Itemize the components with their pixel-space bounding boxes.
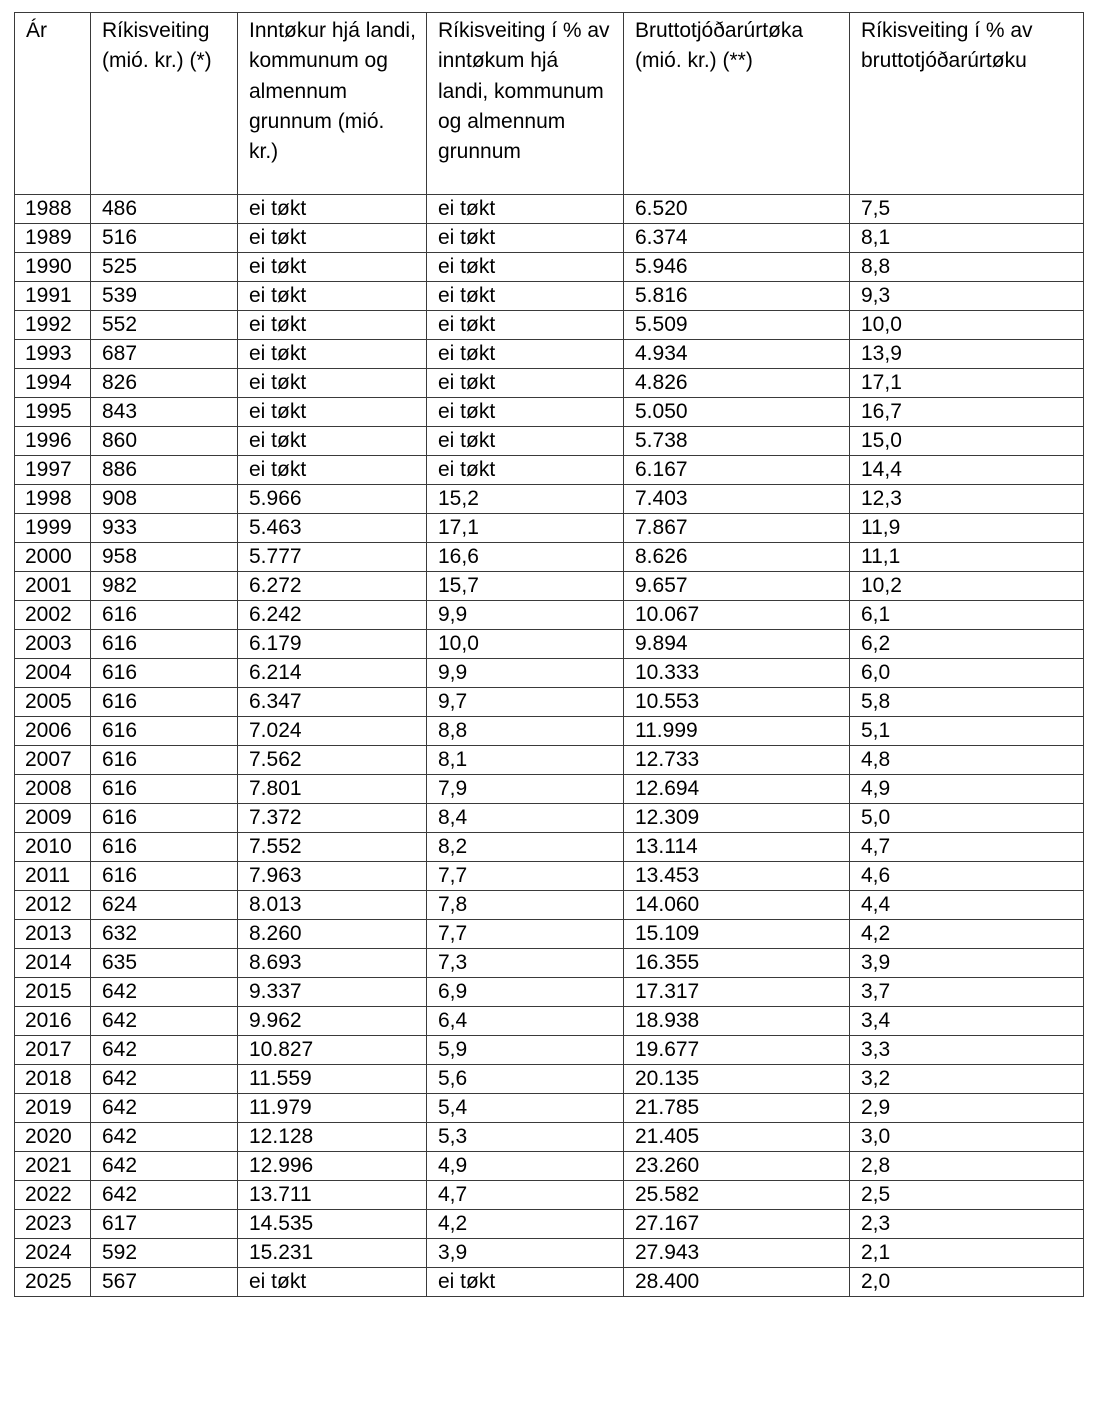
cell-year: 2024 [15,1239,91,1268]
cell-grant-pct-gdp: 2,9 [850,1094,1084,1123]
cell-grant-pct-gdp: 6,1 [850,601,1084,630]
cell-public-revenue: 8.693 [238,949,427,978]
cell-grant-pct-gdp: 10,2 [850,572,1084,601]
cell-grant-pct-revenue: 9,9 [427,659,624,688]
cell-public-revenue: ei tøkt [238,369,427,398]
cell-year: 2010 [15,833,91,862]
cell-grant-pct-revenue: 6,9 [427,978,624,1007]
cell-gdp: 13.114 [624,833,850,862]
cell-grant-pct-gdp: 13,9 [850,340,1084,369]
cell-year: 2001 [15,572,91,601]
cell-year: 2003 [15,630,91,659]
cell-year: 2022 [15,1181,91,1210]
cell-gdp: 15.109 [624,920,850,949]
cell-year: 1991 [15,282,91,311]
cell-state-grant: 826 [91,369,238,398]
cell-grant-pct-revenue: 4,9 [427,1152,624,1181]
cell-year: 2011 [15,862,91,891]
table-row [15,630,1084,659]
cell-grant-pct-revenue: ei tøkt [427,340,624,369]
cell-gdp: 21.785 [624,1094,850,1123]
cell-state-grant: 642 [91,978,238,1007]
table-row [15,804,1084,833]
cell-grant-pct-gdp: 8,1 [850,224,1084,253]
cell-state-grant: 908 [91,485,238,514]
table-row [15,688,1084,717]
cell-public-revenue: 7.024 [238,717,427,746]
cell-grant-pct-revenue: 7,9 [427,775,624,804]
cell-gdp: 19.677 [624,1036,850,1065]
table-row [15,543,1084,572]
cell-grant-pct-gdp: 16,7 [850,398,1084,427]
cell-grant-pct-revenue: 8,2 [427,833,624,862]
table-row [15,1007,1084,1036]
cell-grant-pct-gdp: 3,0 [850,1123,1084,1152]
cell-grant-pct-revenue: 4,2 [427,1210,624,1239]
cell-state-grant: 616 [91,659,238,688]
cell-state-grant: 616 [91,775,238,804]
cell-gdp: 4.826 [624,369,850,398]
cell-grant-pct-gdp: 2,1 [850,1239,1084,1268]
header-public-revenue: Inntøkur hjá landi, kommunum og almennum grunnum (mió. kr.) [238,13,427,195]
cell-gdp: 21.405 [624,1123,850,1152]
cell-public-revenue: 14.535 [238,1210,427,1239]
cell-year: 2021 [15,1152,91,1181]
cell-grant-pct-gdp: 4,4 [850,891,1084,920]
cell-state-grant: 642 [91,1181,238,1210]
cell-gdp: 9.657 [624,572,850,601]
cell-year: 2007 [15,746,91,775]
cell-grant-pct-gdp: 7,5 [850,195,1084,224]
cell-year: 1992 [15,311,91,340]
table-body [15,195,1084,1297]
cell-year: 1997 [15,456,91,485]
cell-gdp: 10.067 [624,601,850,630]
cell-public-revenue: 15.231 [238,1239,427,1268]
cell-gdp: 5.509 [624,311,850,340]
cell-state-grant: 617 [91,1210,238,1239]
cell-grant-pct-revenue: ei tøkt [427,1268,624,1297]
table-header [15,13,1084,195]
cell-grant-pct-revenue: 15,2 [427,485,624,514]
cell-state-grant: 635 [91,949,238,978]
cell-grant-pct-gdp: 17,1 [850,369,1084,398]
cell-grant-pct-revenue: ei tøkt [427,195,624,224]
cell-gdp: 7.403 [624,485,850,514]
cell-public-revenue: ei tøkt [238,427,427,456]
cell-grant-pct-revenue: ei tøkt [427,427,624,456]
cell-public-revenue: ei tøkt [238,195,427,224]
cell-grant-pct-gdp: 6,0 [850,659,1084,688]
table-row [15,1036,1084,1065]
cell-state-grant: 886 [91,456,238,485]
cell-grant-pct-gdp: 6,2 [850,630,1084,659]
cell-public-revenue: 12.996 [238,1152,427,1181]
cell-grant-pct-revenue: 17,1 [427,514,624,543]
cell-year: 1998 [15,485,91,514]
cell-public-revenue: 5.463 [238,514,427,543]
cell-public-revenue: 9.337 [238,978,427,1007]
cell-public-revenue: 5.966 [238,485,427,514]
cell-state-grant: 525 [91,253,238,282]
cell-grant-pct-gdp: 4,8 [850,746,1084,775]
cell-grant-pct-gdp: 5,0 [850,804,1084,833]
cell-grant-pct-revenue: 5,3 [427,1123,624,1152]
statistics-table [14,12,1084,1297]
cell-grant-pct-revenue: 6,4 [427,1007,624,1036]
cell-state-grant: 843 [91,398,238,427]
cell-year: 2009 [15,804,91,833]
table-row [15,485,1084,514]
cell-public-revenue: 10.827 [238,1036,427,1065]
cell-grant-pct-revenue: 15,7 [427,572,624,601]
cell-grant-pct-revenue: 7,8 [427,891,624,920]
cell-gdp: 12.309 [624,804,850,833]
cell-grant-pct-revenue: 5,6 [427,1065,624,1094]
cell-gdp: 6.520 [624,195,850,224]
cell-grant-pct-revenue: 9,7 [427,688,624,717]
cell-year: 2006 [15,717,91,746]
cell-grant-pct-revenue: 8,8 [427,717,624,746]
cell-grant-pct-gdp: 3,2 [850,1065,1084,1094]
cell-grant-pct-gdp: 14,4 [850,456,1084,485]
cell-gdp: 12.694 [624,775,850,804]
cell-grant-pct-revenue: 5,4 [427,1094,624,1123]
cell-year: 1988 [15,195,91,224]
cell-public-revenue: 6.272 [238,572,427,601]
cell-year: 1990 [15,253,91,282]
cell-year: 2020 [15,1123,91,1152]
table-row [15,1123,1084,1152]
cell-public-revenue: 7.372 [238,804,427,833]
cell-gdp: 13.453 [624,862,850,891]
cell-gdp: 12.733 [624,746,850,775]
cell-grant-pct-revenue: 8,1 [427,746,624,775]
cell-grant-pct-revenue: ei tøkt [427,311,624,340]
cell-public-revenue: 7.552 [238,833,427,862]
cell-gdp: 23.260 [624,1152,850,1181]
cell-grant-pct-revenue: 7,7 [427,862,624,891]
cell-state-grant: 567 [91,1268,238,1297]
table-row [15,1268,1084,1297]
table-row [15,1094,1084,1123]
cell-state-grant: 616 [91,804,238,833]
cell-gdp: 28.400 [624,1268,850,1297]
cell-grant-pct-revenue: 9,9 [427,601,624,630]
cell-year: 2016 [15,1007,91,1036]
cell-year: 1994 [15,369,91,398]
cell-grant-pct-gdp: 11,9 [850,514,1084,543]
cell-state-grant: 539 [91,282,238,311]
cell-gdp: 5.816 [624,282,850,311]
table-row [15,717,1084,746]
cell-state-grant: 552 [91,311,238,340]
cell-gdp: 7.867 [624,514,850,543]
cell-state-grant: 958 [91,543,238,572]
header-grant-pct-revenue: Ríkisveiting í % av inntøkum hjá landi, kommunum og almennum grunnum [427,13,624,195]
cell-state-grant: 616 [91,862,238,891]
cell-grant-pct-revenue: 8,4 [427,804,624,833]
cell-gdp: 14.060 [624,891,850,920]
cell-state-grant: 616 [91,630,238,659]
cell-grant-pct-gdp: 2,3 [850,1210,1084,1239]
cell-grant-pct-revenue: ei tøkt [427,224,624,253]
cell-public-revenue: 7.963 [238,862,427,891]
cell-grant-pct-gdp: 2,5 [850,1181,1084,1210]
table-row [15,1181,1084,1210]
header-row [15,13,1084,195]
table-row [15,456,1084,485]
cell-state-grant: 486 [91,195,238,224]
cell-state-grant: 616 [91,717,238,746]
cell-public-revenue: 12.128 [238,1123,427,1152]
cell-grant-pct-gdp: 15,0 [850,427,1084,456]
cell-year: 2013 [15,920,91,949]
table-row [15,978,1084,1007]
cell-state-grant: 642 [91,1007,238,1036]
cell-grant-pct-gdp: 4,7 [850,833,1084,862]
cell-grant-pct-gdp: 3,9 [850,949,1084,978]
cell-state-grant: 687 [91,340,238,369]
cell-year: 1993 [15,340,91,369]
table-row [15,514,1084,543]
cell-grant-pct-gdp: 4,2 [850,920,1084,949]
cell-state-grant: 516 [91,224,238,253]
cell-gdp: 8.626 [624,543,850,572]
table-row [15,311,1084,340]
cell-gdp: 11.999 [624,717,850,746]
cell-public-revenue: ei tøkt [238,456,427,485]
cell-public-revenue: 7.801 [238,775,427,804]
cell-public-revenue: 11.559 [238,1065,427,1094]
table-row [15,601,1084,630]
cell-year: 2002 [15,601,91,630]
header-grant-pct-gdp: Ríkisveiting í % av bruttotjóðarúrtøku [850,13,1084,195]
cell-grant-pct-revenue: 7,3 [427,949,624,978]
cell-state-grant: 632 [91,920,238,949]
cell-grant-pct-gdp: 5,8 [850,688,1084,717]
table-row [15,775,1084,804]
cell-year: 2025 [15,1268,91,1297]
cell-grant-pct-gdp: 4,6 [850,862,1084,891]
cell-state-grant: 592 [91,1239,238,1268]
cell-state-grant: 616 [91,833,238,862]
cell-year: 2012 [15,891,91,920]
cell-public-revenue: ei tøkt [238,224,427,253]
cell-gdp: 6.167 [624,456,850,485]
cell-public-revenue: ei tøkt [238,253,427,282]
cell-gdp: 27.943 [624,1239,850,1268]
table-row [15,862,1084,891]
cell-grant-pct-gdp: 3,7 [850,978,1084,1007]
cell-state-grant: 642 [91,1123,238,1152]
table-row [15,253,1084,282]
header-year: Ár [15,13,91,195]
cell-grant-pct-revenue: 10,0 [427,630,624,659]
table-row [15,891,1084,920]
cell-state-grant: 616 [91,688,238,717]
cell-year: 2014 [15,949,91,978]
cell-grant-pct-revenue: ei tøkt [427,282,624,311]
cell-public-revenue: 5.777 [238,543,427,572]
cell-year: 2015 [15,978,91,1007]
cell-gdp: 16.355 [624,949,850,978]
table-row [15,427,1084,456]
cell-public-revenue: ei tøkt [238,340,427,369]
cell-gdp: 10.333 [624,659,850,688]
cell-year: 1989 [15,224,91,253]
cell-public-revenue: ei tøkt [238,1268,427,1297]
table-row [15,340,1084,369]
cell-grant-pct-gdp: 2,8 [850,1152,1084,1181]
cell-year: 2004 [15,659,91,688]
cell-public-revenue: 8.260 [238,920,427,949]
cell-grant-pct-gdp: 3,3 [850,1036,1084,1065]
cell-gdp: 9.894 [624,630,850,659]
header-gdp: Bruttotjóðarúrtøka (mió. kr.) (**) [624,13,850,195]
cell-year: 2018 [15,1065,91,1094]
table-row [15,920,1084,949]
cell-gdp: 5.738 [624,427,850,456]
cell-grant-pct-revenue: 4,7 [427,1181,624,1210]
cell-gdp: 27.167 [624,1210,850,1239]
cell-gdp: 5.050 [624,398,850,427]
table-row [15,224,1084,253]
cell-state-grant: 933 [91,514,238,543]
cell-grant-pct-gdp: 3,4 [850,1007,1084,1036]
cell-year: 1999 [15,514,91,543]
table-row [15,746,1084,775]
cell-grant-pct-gdp: 11,1 [850,543,1084,572]
table-row [15,369,1084,398]
cell-year: 2000 [15,543,91,572]
cell-state-grant: 642 [91,1065,238,1094]
cell-public-revenue: 13.711 [238,1181,427,1210]
table-row [15,949,1084,978]
cell-year: 1996 [15,427,91,456]
cell-gdp: 17.317 [624,978,850,1007]
cell-public-revenue: ei tøkt [238,398,427,427]
cell-gdp: 18.938 [624,1007,850,1036]
cell-year: 2023 [15,1210,91,1239]
table-row [15,659,1084,688]
cell-grant-pct-revenue: ei tøkt [427,253,624,282]
cell-grant-pct-revenue: 5,9 [427,1036,624,1065]
cell-grant-pct-gdp: 8,8 [850,253,1084,282]
cell-state-grant: 616 [91,746,238,775]
cell-grant-pct-gdp: 4,9 [850,775,1084,804]
cell-year: 2005 [15,688,91,717]
cell-state-grant: 616 [91,601,238,630]
cell-grant-pct-gdp: 5,1 [850,717,1084,746]
cell-public-revenue: 6.242 [238,601,427,630]
cell-grant-pct-gdp: 2,0 [850,1268,1084,1297]
cell-state-grant: 642 [91,1152,238,1181]
header-state-grant: Ríkisveiting (mió. kr.) (*) [91,13,238,195]
table-row [15,1152,1084,1181]
table-row [15,1065,1084,1094]
table-row [15,195,1084,224]
cell-year: 2008 [15,775,91,804]
cell-grant-pct-revenue: ei tøkt [427,456,624,485]
cell-grant-pct-gdp: 12,3 [850,485,1084,514]
cell-state-grant: 982 [91,572,238,601]
cell-state-grant: 642 [91,1094,238,1123]
cell-gdp: 5.946 [624,253,850,282]
cell-public-revenue: 6.214 [238,659,427,688]
cell-gdp: 20.135 [624,1065,850,1094]
table-row [15,398,1084,427]
cell-state-grant: 642 [91,1036,238,1065]
cell-public-revenue: ei tøkt [238,311,427,340]
cell-grant-pct-revenue: ei tøkt [427,398,624,427]
cell-state-grant: 860 [91,427,238,456]
cell-public-revenue: 8.013 [238,891,427,920]
table-row [15,572,1084,601]
cell-grant-pct-revenue: ei tøkt [427,369,624,398]
table-row [15,282,1084,311]
cell-grant-pct-gdp: 10,0 [850,311,1084,340]
table-row [15,833,1084,862]
cell-public-revenue: 7.562 [238,746,427,775]
cell-public-revenue: ei tøkt [238,282,427,311]
cell-year: 2019 [15,1094,91,1123]
cell-gdp: 10.553 [624,688,850,717]
cell-public-revenue: 6.179 [238,630,427,659]
cell-grant-pct-revenue: 7,7 [427,920,624,949]
cell-state-grant: 624 [91,891,238,920]
cell-grant-pct-revenue: 16,6 [427,543,624,572]
cell-public-revenue: 6.347 [238,688,427,717]
cell-grant-pct-gdp: 9,3 [850,282,1084,311]
cell-public-revenue: 11.979 [238,1094,427,1123]
table-row [15,1210,1084,1239]
table-row [15,1239,1084,1268]
cell-gdp: 4.934 [624,340,850,369]
cell-gdp: 25.582 [624,1181,850,1210]
cell-public-revenue: 9.962 [238,1007,427,1036]
cell-grant-pct-revenue: 3,9 [427,1239,624,1268]
cell-year: 1995 [15,398,91,427]
cell-gdp: 6.374 [624,224,850,253]
cell-year: 2017 [15,1036,91,1065]
